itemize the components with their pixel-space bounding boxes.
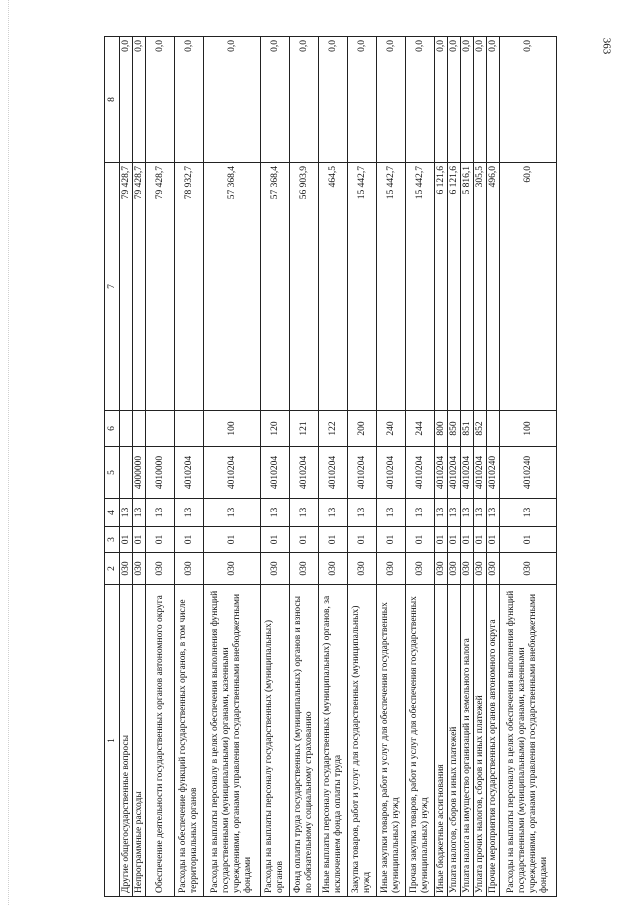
row-name-cell: Обеспечение деятельности государственных органов автономного округа	[146, 585, 175, 897]
col-header: 4	[105, 499, 120, 527]
row-value-cell: 13	[175, 499, 204, 527]
row-value-cell: 4010204	[319, 447, 348, 499]
row-value-cell: 01	[487, 527, 500, 553]
row-value-cell: 13	[448, 499, 461, 527]
row-value-cell: 0,0	[448, 37, 461, 163]
row-value-cell	[175, 411, 204, 447]
row-value-cell: 57 368,4	[204, 163, 261, 411]
row-value-cell: 15 442,7	[406, 163, 435, 411]
row-value-cell: 244	[406, 411, 435, 447]
table-row	[120, 37, 133, 897]
table-row	[487, 37, 500, 897]
budget-table	[104, 36, 557, 897]
row-value-cell: 0,0	[406, 37, 435, 163]
row-value-cell: 030	[133, 553, 146, 585]
row-value-cell: 0,0	[290, 37, 319, 163]
table-row	[406, 37, 435, 897]
row-value-cell: 4010204	[377, 447, 406, 499]
row-value-cell: 120	[261, 411, 290, 447]
row-name-cell: Непрограммные расходы	[133, 585, 146, 897]
row-value-cell: 01	[348, 527, 377, 553]
row-value-cell: 79 428,7	[133, 163, 146, 411]
row-value-cell: 56 903,9	[290, 163, 319, 411]
row-value-cell: 852	[474, 411, 487, 447]
row-value-cell: 0,0	[175, 37, 204, 163]
row-value-cell: 13	[120, 499, 133, 527]
row-value-cell: 01	[133, 527, 146, 553]
table-row	[175, 37, 204, 897]
row-value-cell: 0,0	[500, 37, 557, 163]
row-name-cell: Уплата прочих налогов, сборов и иных платежей	[474, 585, 487, 897]
row-name-cell: Уплата налогов, сборов и иных платежей	[448, 585, 461, 897]
row-value-cell: 4010204	[261, 447, 290, 499]
row-value-cell: 13	[435, 499, 448, 527]
row-value-cell: 4010204	[435, 447, 448, 499]
row-value-cell: 01	[290, 527, 319, 553]
row-value-cell: 800	[435, 411, 448, 447]
row-value-cell: 030	[500, 553, 557, 585]
table-row	[290, 37, 319, 897]
table-row	[448, 37, 461, 897]
row-value-cell: 240	[377, 411, 406, 447]
row-value-cell	[120, 447, 133, 499]
row-value-cell: 0,0	[348, 37, 377, 163]
row-value-cell: 4010000	[146, 447, 175, 499]
row-value-cell: 78 932,7	[175, 163, 204, 411]
row-value-cell: 030	[406, 553, 435, 585]
row-value-cell: 030	[461, 553, 474, 585]
row-value-cell: 4000000	[133, 447, 146, 499]
row-value-cell: 030	[487, 553, 500, 585]
row-value-cell: 496,0	[487, 163, 500, 411]
row-name-cell: Расходы на выплаты персоналу государственных (муниципальных) органов	[261, 585, 290, 897]
row-value-cell: 01	[261, 527, 290, 553]
row-value-cell: 01	[146, 527, 175, 553]
row-value-cell: 13	[204, 499, 261, 527]
col-header: 6	[105, 411, 120, 447]
row-value-cell: 4010204	[474, 447, 487, 499]
row-value-cell: 030	[474, 553, 487, 585]
row-value-cell: 464,5	[319, 163, 348, 411]
col-header: 8	[105, 37, 120, 163]
row-value-cell: 4010204	[406, 447, 435, 499]
row-name-cell: Уплата налога на имущество организаций и земельного налога	[461, 585, 474, 897]
row-value-cell: 030	[204, 553, 261, 585]
scan-edge	[8, 0, 10, 905]
table-row	[319, 37, 348, 897]
row-value-cell: 0,0	[146, 37, 175, 163]
row-value-cell: 030	[448, 553, 461, 585]
row-name-cell: Расходы на обеспечение функций государственных органов, в том числе территориальных органов	[175, 585, 204, 897]
row-value-cell: 5 816,1	[461, 163, 474, 411]
row-value-cell: 13	[290, 499, 319, 527]
col-header: 7	[105, 163, 120, 411]
row-value-cell: 13	[406, 499, 435, 527]
row-value-cell: 13	[474, 499, 487, 527]
row-value-cell: 305,5	[474, 163, 487, 411]
row-value-cell	[133, 411, 146, 447]
row-value-cell: 13	[461, 499, 474, 527]
col-header: 5	[105, 447, 120, 499]
row-value-cell: 4010204	[290, 447, 319, 499]
row-value-cell: 200	[348, 411, 377, 447]
table-body	[105, 37, 557, 897]
row-value-cell: 030	[261, 553, 290, 585]
row-name-cell: Иные закупки товаров, работ и услуг для обеспечения государственных (муниципальных) нужд	[377, 585, 406, 897]
row-value-cell: 01	[435, 527, 448, 553]
row-name-cell: Фонд оплаты труда государственных (муниципальных) органов и взносы по обязательному социальному страхованию	[290, 585, 319, 897]
row-value-cell: 030	[319, 553, 348, 585]
row-value-cell: 4010204	[461, 447, 474, 499]
row-value-cell: 030	[120, 553, 133, 585]
table-row	[461, 37, 474, 897]
row-value-cell: 6 121,6	[435, 163, 448, 411]
row-value-cell: 13	[348, 499, 377, 527]
row-value-cell: 030	[175, 553, 204, 585]
table-header-row	[105, 37, 120, 897]
row-value-cell: 030	[146, 553, 175, 585]
row-value-cell: 0,0	[461, 37, 474, 163]
row-value-cell: 4010240	[487, 447, 500, 499]
row-value-cell: 0,0	[319, 37, 348, 163]
row-value-cell: 6 121,6	[448, 163, 461, 411]
row-value-cell: 60,0	[500, 163, 557, 411]
row-value-cell: 4010204	[204, 447, 261, 499]
row-value-cell: 01	[500, 527, 557, 553]
row-value-cell: 79 428,7	[120, 163, 133, 411]
col-header: 3	[105, 527, 120, 553]
row-value-cell: 4010204	[348, 447, 377, 499]
row-value-cell: 13	[487, 499, 500, 527]
row-name-cell: Иные бюджетные ассигнования	[435, 585, 448, 897]
row-value-cell: 15 442,7	[377, 163, 406, 411]
row-value-cell: 0,0	[120, 37, 133, 163]
row-value-cell: 030	[348, 553, 377, 585]
row-value-cell	[146, 411, 175, 447]
row-value-cell: 122	[319, 411, 348, 447]
row-value-cell: 0,0	[133, 37, 146, 163]
rotated-document	[104, 37, 624, 897]
table-row	[146, 37, 175, 897]
table-row	[133, 37, 146, 897]
page-number: 363	[599, 37, 612, 55]
row-value-cell: 0,0	[377, 37, 406, 163]
row-name-cell: Другие общегосударственные вопросы	[120, 585, 133, 897]
table-row	[377, 37, 406, 897]
row-value-cell: 0,0	[261, 37, 290, 163]
row-value-cell: 4010204	[448, 447, 461, 499]
row-value-cell: 15 442,7	[348, 163, 377, 411]
table-row	[500, 37, 557, 897]
row-name-cell: Иные выплаты персоналу государственных (муниципальных) органов, за исключением фонда оплаты труда	[319, 585, 348, 897]
row-name-cell: Прочая закупка товаров, работ и услуг для обеспечения государственных (муниципальных) нужд	[406, 585, 435, 897]
table-row	[348, 37, 377, 897]
row-value-cell: 01	[204, 527, 261, 553]
row-value-cell: 01	[406, 527, 435, 553]
row-value-cell: 030	[377, 553, 406, 585]
row-value-cell: 0,0	[435, 37, 448, 163]
row-value-cell: 01	[319, 527, 348, 553]
row-name-cell: Расходы на выплаты персоналу в целях обеспечения выполнения функций государственными (муниципальными) органами, казенными учреждениями, органами управления государственными внебюджетными фондами	[500, 585, 557, 897]
row-value-cell: 13	[500, 499, 557, 527]
row-name-cell: Закупка товаров, работ и услуг для государственных (муниципальных) нужд	[348, 585, 377, 897]
col-header: 1	[105, 585, 120, 897]
row-value-cell: 4010240	[500, 447, 557, 499]
row-value-cell: 13	[319, 499, 348, 527]
row-value-cell: 0,0	[474, 37, 487, 163]
row-value-cell: 850	[448, 411, 461, 447]
table-row	[474, 37, 487, 897]
row-value-cell: 01	[448, 527, 461, 553]
row-name-cell: Прочие мероприятия государственных органов автономного округа	[487, 585, 500, 897]
row-value-cell: 4010204	[175, 447, 204, 499]
row-value-cell	[120, 411, 133, 447]
row-value-cell: 030	[435, 553, 448, 585]
row-value-cell: 0,0	[204, 37, 261, 163]
table-row	[204, 37, 261, 897]
row-value-cell: 01	[175, 527, 204, 553]
row-value-cell: 01	[461, 527, 474, 553]
row-value-cell: 030	[290, 553, 319, 585]
table-row	[435, 37, 448, 897]
table-row	[261, 37, 290, 897]
row-value-cell: 13	[261, 499, 290, 527]
row-value-cell: 01	[120, 527, 133, 553]
row-value-cell	[487, 411, 500, 447]
row-value-cell: 851	[461, 411, 474, 447]
row-value-cell: 121	[290, 411, 319, 447]
row-value-cell: 57 368,4	[261, 163, 290, 411]
col-header: 2	[105, 553, 120, 585]
row-value-cell: 13	[133, 499, 146, 527]
row-value-cell: 100	[500, 411, 557, 447]
row-value-cell: 01	[474, 527, 487, 553]
row-name-cell: Расходы на выплаты персоналу в целях обеспечения выполнения функций государственными (муниципальными) органами, казенными учреждениями, органами управления государственными внебюджетными фондами	[204, 585, 261, 897]
row-value-cell: 13	[146, 499, 175, 527]
row-value-cell: 0,0	[487, 37, 500, 163]
row-value-cell: 79 428,7	[146, 163, 175, 411]
row-value-cell: 100	[204, 411, 261, 447]
row-value-cell: 01	[377, 527, 406, 553]
row-value-cell: 13	[377, 499, 406, 527]
